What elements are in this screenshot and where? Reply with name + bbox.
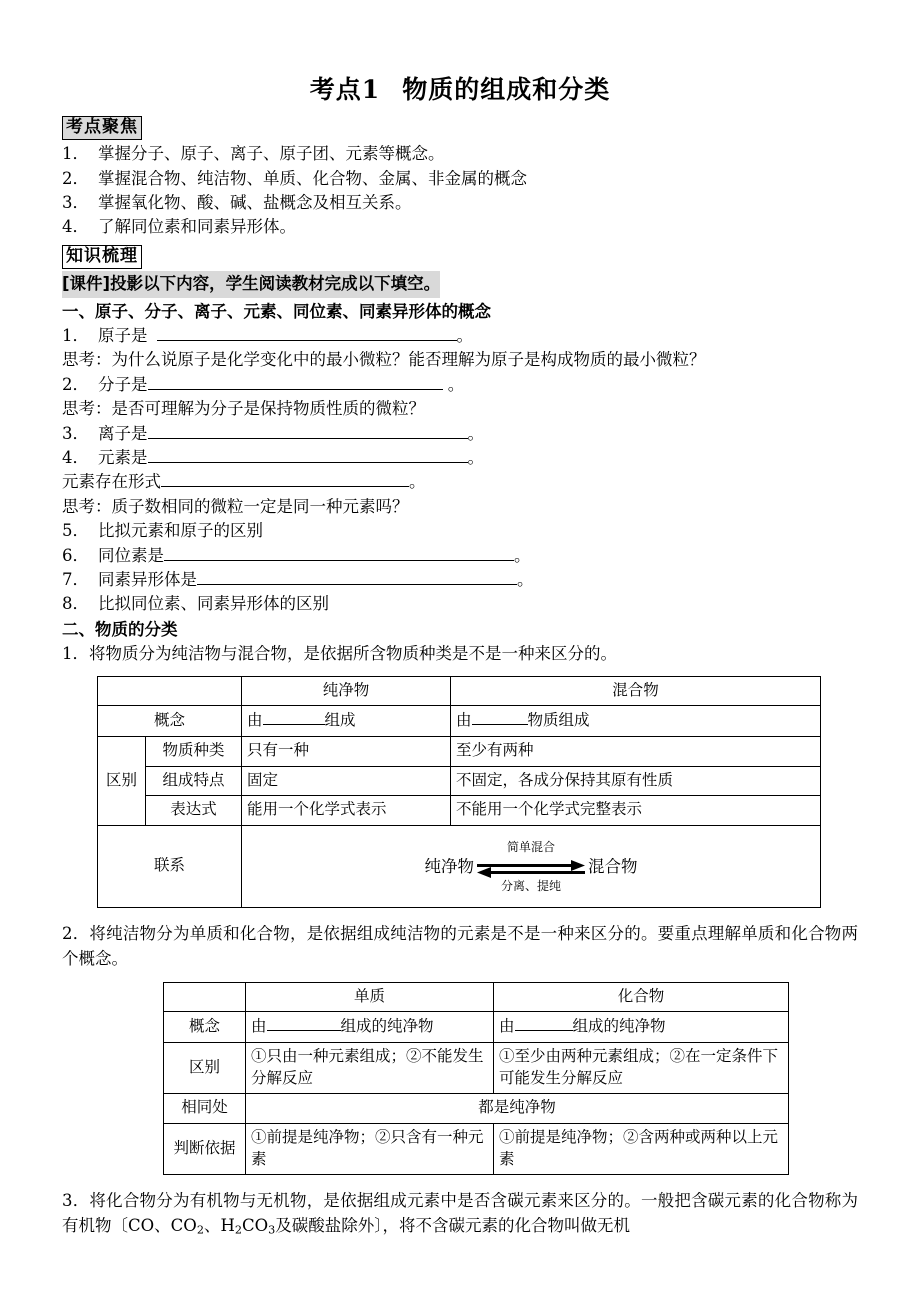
review-item-2-tail: 。 xyxy=(442,374,465,394)
t1-concept-pure-pre: 由 xyxy=(247,711,263,730)
heading-two: 二、物质的分类 xyxy=(62,619,178,639)
table-row xyxy=(164,982,789,1012)
review-item-8-text: 比拟同位素、同素异形体的区别 xyxy=(98,594,329,614)
review-item-1-num: 1． xyxy=(62,325,89,345)
t1-distinction-label-text: 区别 xyxy=(105,770,137,789)
section-focus-badge-row xyxy=(62,116,858,140)
document-content xyxy=(62,62,858,1239)
relation-left-label: 纯净物 xyxy=(424,856,474,876)
review-item-4-label: 元素是 xyxy=(98,447,148,467)
classify-para-3-part1: 3．将化合物分为有机物与无机物，是依据组成元素中是否含碳元素来区分的。一般把含碳元素的化合物称为有机物〔CO、CO xyxy=(62,1191,858,1236)
page-title xyxy=(62,70,858,106)
review-item-7-tail: 。 xyxy=(517,570,534,589)
focus-item-4 xyxy=(62,215,858,239)
focus-item-4-num: 4． xyxy=(62,217,89,237)
t1-concept-pure xyxy=(242,706,451,737)
title-prefix: 考点 xyxy=(309,75,362,104)
t1-header-pure: 纯净物 xyxy=(242,676,451,706)
table-pure-vs-mixture xyxy=(97,676,821,908)
relation-arrow-group xyxy=(475,837,587,895)
review-item-7 xyxy=(62,568,858,592)
review-item-7-num: 7． xyxy=(62,570,89,589)
t1-row3-label: 表达式 xyxy=(146,796,242,826)
table-row xyxy=(164,1042,789,1093)
review-item-6-tail: 。 xyxy=(514,545,531,565)
t2-concept-element xyxy=(246,1012,494,1043)
t2-header-element: 单质 xyxy=(246,982,494,1012)
t2-concept-element-post: 组成的纯净物 xyxy=(340,1017,434,1036)
review-item-8-num: 8． xyxy=(62,594,89,614)
table-row xyxy=(164,1012,789,1043)
classify-para-3-sub1: 2 xyxy=(196,1223,204,1237)
t2-criteria-element: ①前提是纯净物；②只含有一种元素 xyxy=(246,1124,494,1175)
focus-item-2-num: 2． xyxy=(62,168,89,188)
focus-item-1 xyxy=(62,142,858,166)
review-item-2 xyxy=(62,373,858,397)
review-item-7-blank[interactable] xyxy=(197,569,517,585)
t1-row1-pure: 只有一种 xyxy=(242,737,451,767)
review-item-3 xyxy=(62,422,858,446)
heading-two-wrap xyxy=(62,618,858,642)
t2-concept-element-pre: 由 xyxy=(251,1017,267,1036)
review-item-1 xyxy=(62,324,858,348)
focus-item-3 xyxy=(62,191,858,215)
t1-row1-label: 物质种类 xyxy=(146,737,242,767)
t2-same-label: 相同处 xyxy=(164,1094,246,1124)
table-row xyxy=(98,826,821,908)
t2-concept-compound-blank[interactable] xyxy=(515,1015,573,1031)
review-item-2-label: 分子是 xyxy=(98,374,148,394)
t2-same-merged: 都是纯净物 xyxy=(246,1094,789,1124)
table-row xyxy=(164,1094,789,1124)
review-highlight-line: [课件]投影以下内容，学生阅读教材完成以下填空。 xyxy=(62,271,440,297)
classify-para-2: 2．将纯洁物分为单质和化合物，是依据组成纯洁物的元素是不是一种来区分的。要重点理解单质和化合物两个概念。 xyxy=(62,924,858,968)
t1-concept-mix-pre: 由 xyxy=(456,711,472,730)
table-row xyxy=(98,676,821,706)
review-item-6-label: 同位素是 xyxy=(98,545,164,565)
review-item-5-num: 5． xyxy=(62,521,89,541)
classify-para-1: 1．将物质分为纯洁物与混合物，是依据所含物质种类是不是一种来区分的。 xyxy=(62,644,617,664)
t2-difference-element: ①只由一种元素组成；②不能发生分解反应 xyxy=(246,1042,494,1093)
section-review-badge-row xyxy=(62,245,858,269)
table-row xyxy=(164,1124,789,1175)
focus-item-3-text: 掌握氧化物、酸、碱、盐概念及相互关系。 xyxy=(98,193,412,213)
focus-item-3-num: 3． xyxy=(62,193,89,213)
review-item-5 xyxy=(62,519,858,543)
t1-header-mix: 混合物 xyxy=(451,676,821,706)
t1-row3-mix: 不能用一个化学式完整表示 xyxy=(451,796,821,826)
review-item-element-form-label: 元素存在形式 xyxy=(62,472,161,492)
t1-concept-pure-blank[interactable] xyxy=(263,709,325,725)
review-item-element-form xyxy=(62,470,858,494)
classify-para-3-part4: 及碳酸盐除外〕，将不含碳元素的化合物叫做无机 xyxy=(275,1216,631,1236)
t2-concept-compound-post: 组成的纯净物 xyxy=(572,1017,666,1036)
review-think-1: 思考：为什么说原子是化学变化中的最小微粒？能否理解为原子是构成物质的最小微粒？ xyxy=(62,350,706,370)
focus-item-2-text: 掌握混合物、纯洁物、单质、化合物、金属、非金属的概念 xyxy=(98,168,527,188)
t1-row3-pure: 能用一个化学式表示 xyxy=(242,796,451,826)
t1-row2-pure: 固定 xyxy=(242,766,451,796)
classify-para-3-part2: 、H xyxy=(203,1216,235,1236)
relation-forward-label: 简单混合 xyxy=(506,840,555,855)
t2-difference-label: 区别 xyxy=(164,1042,246,1093)
classify-para-3-sub3: 3 xyxy=(268,1223,276,1237)
table-element-vs-compound xyxy=(163,982,789,1176)
focus-item-1-text: 掌握分子、原子、离子、原子团、元素等概念。 xyxy=(98,144,445,164)
review-item-4-tail: 。 xyxy=(467,447,484,467)
t1-concept-label: 概念 xyxy=(98,706,242,737)
t2-concept-label: 概念 xyxy=(164,1012,246,1043)
t2-concept-element-blank[interactable] xyxy=(267,1015,341,1031)
review-item-4 xyxy=(62,446,858,470)
double-arrow-icon xyxy=(475,857,587,879)
relation-right-label: 混合物 xyxy=(588,856,638,876)
section-focus-badge: 考点聚焦 xyxy=(62,116,142,140)
classify-para-3-sub2: 2 xyxy=(234,1223,242,1237)
review-item-element-form-tail: 。 xyxy=(409,472,426,492)
t1-row2-mix: 不固定，各成分保持其原有性质 xyxy=(451,766,821,796)
review-item-3-num: 3． xyxy=(62,423,89,443)
review-item-3-label: 离子是 xyxy=(98,423,148,443)
t2-concept-compound xyxy=(494,1012,789,1043)
heading-one-wrap xyxy=(62,300,858,324)
review-item-5-text: 比拟元素和原子的区别 xyxy=(98,521,263,541)
review-item-8 xyxy=(62,592,858,616)
review-item-2-blank[interactable] xyxy=(148,374,443,390)
relation-reverse-label: 分离、提纯 xyxy=(500,879,561,894)
table-row xyxy=(98,737,821,767)
focus-item-4-text: 了解同位素和同素异形体。 xyxy=(98,217,296,237)
review-item-3-tail: 。 xyxy=(467,423,484,443)
t1-concept-mix-blank[interactable] xyxy=(472,709,528,725)
t1-row1-mix: 至少有两种 xyxy=(451,737,821,767)
review-highlight-line-wrap xyxy=(62,271,858,297)
review-item-1-label: 原子是 xyxy=(98,325,148,345)
t2-criteria-compound: ①前提是纯净物；②含两种或两种以上元素 xyxy=(494,1124,789,1175)
table-row xyxy=(98,766,821,796)
t1-relation-label: 联系 xyxy=(98,826,242,908)
focus-item-2 xyxy=(62,167,858,191)
t1-distinction-label xyxy=(98,737,146,826)
review-item-6-blank[interactable] xyxy=(164,545,514,561)
relation-diagram xyxy=(247,833,815,899)
t1-concept-mix xyxy=(451,706,821,737)
classify-para-3 xyxy=(62,1189,858,1239)
t1-header-blank xyxy=(98,676,242,706)
review-item-1-tail: 。 xyxy=(456,325,473,345)
review-item-2-num: 2． xyxy=(62,374,89,394)
t2-criteria-label: 判断依据 xyxy=(164,1124,246,1175)
review-item-7-label: 同素异形体是 xyxy=(98,570,197,589)
review-item-6 xyxy=(62,544,858,568)
table-row xyxy=(98,706,821,737)
heading-one: 一、原子、分子、离子、元素、同位素、同素异形体的概念 xyxy=(62,301,491,321)
title-number: 1 xyxy=(361,75,381,104)
t2-difference-compound: ①至少由两种元素组成；②在一定条件下可能发生分解反应 xyxy=(494,1042,789,1093)
review-item-3-blank[interactable] xyxy=(148,423,468,439)
review-item-4-num: 4． xyxy=(62,447,89,467)
t1-row2-label: 组成特点 xyxy=(146,766,242,796)
classify-para-3-part3: CO xyxy=(241,1216,269,1236)
title-main: 物质的组成和分类 xyxy=(402,75,611,104)
t2-header-blank xyxy=(164,982,246,1012)
review-item-element-form-blank[interactable] xyxy=(161,471,409,487)
table-row xyxy=(98,796,821,826)
t1-relation-diagram-cell xyxy=(242,826,821,908)
t1-concept-mix-post: 物质组成 xyxy=(527,711,590,730)
review-think-3: 思考：质子数相同的微粒一定是同一种元素吗？ xyxy=(62,496,409,516)
t2-header-compound: 化合物 xyxy=(494,982,789,1012)
t2-concept-compound-pre: 由 xyxy=(499,1017,515,1036)
review-item-4-blank[interactable] xyxy=(148,447,468,463)
focus-item-1-num: 1． xyxy=(62,144,89,164)
review-item-1-blank[interactable] xyxy=(157,325,457,341)
review-item-6-num: 6． xyxy=(62,545,89,565)
t1-concept-pure-post: 组成 xyxy=(324,711,356,730)
review-think-2: 思考：是否可理解为分子是保持物质性质的微粒？ xyxy=(62,399,425,419)
section-review-badge: 知识梳理 xyxy=(62,245,142,269)
